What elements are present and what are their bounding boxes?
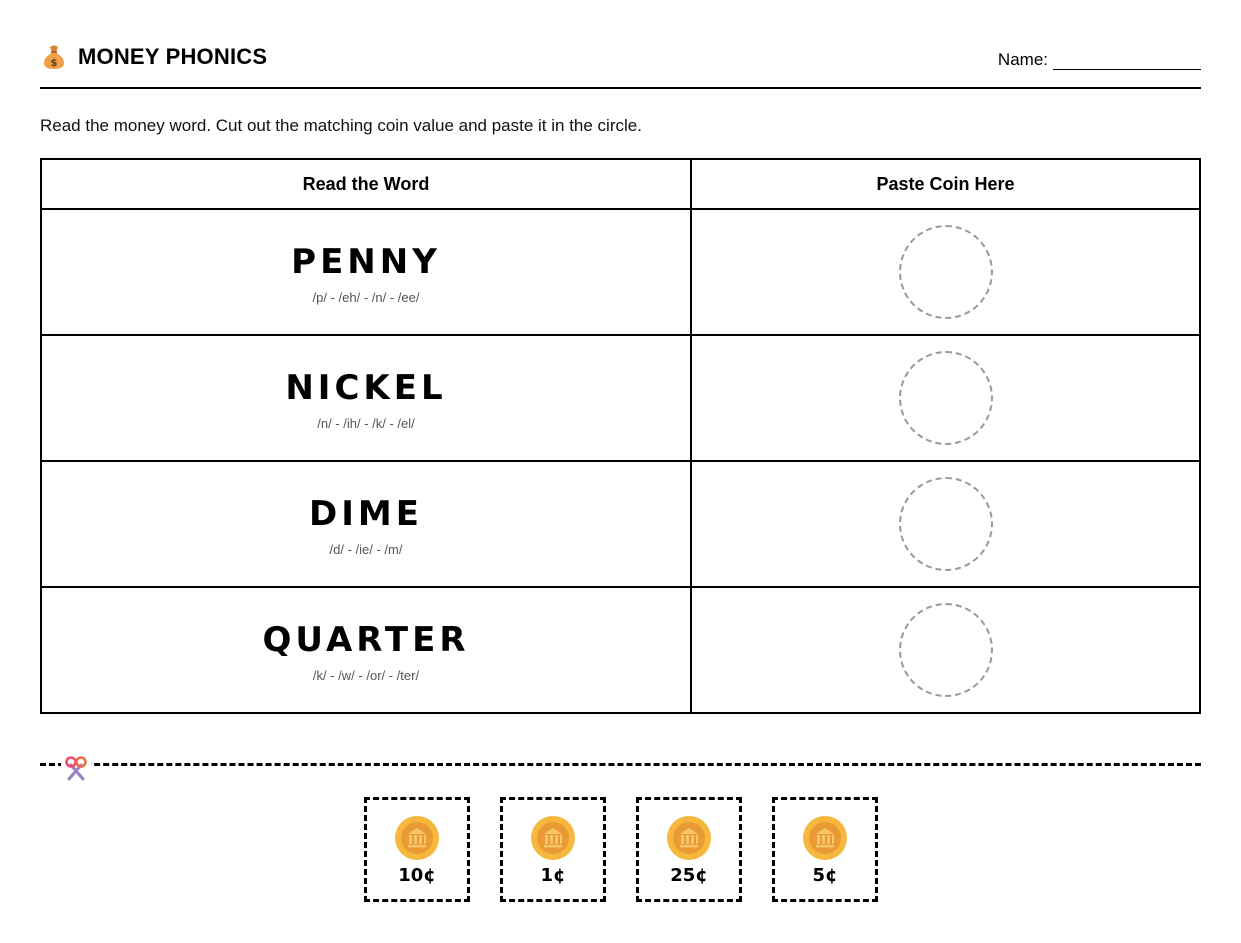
word-cell	[41, 335, 691, 461]
paste-circle[interactable]	[899, 225, 993, 319]
coin-cutout[interactable]	[500, 797, 606, 902]
table-row	[41, 335, 1200, 461]
coin-value: 10¢	[398, 865, 436, 886]
paste-circle[interactable]	[899, 477, 993, 571]
paste-cell	[691, 461, 1200, 587]
coin-icon	[666, 815, 712, 861]
word-cell	[41, 209, 691, 335]
coin-value: 5¢	[812, 865, 838, 886]
page-title: MONEY PHONICS	[78, 44, 268, 69]
phonics-hint: /p/ - /eh/ - /n/ - /ee/	[312, 289, 420, 305]
paste-cell	[691, 587, 1200, 713]
money-word: QUARTER	[262, 619, 470, 660]
paste-cell	[691, 209, 1200, 335]
coin-icon	[530, 815, 576, 861]
coin-icon	[802, 815, 848, 861]
money-bag-icon	[40, 43, 68, 71]
coin-value: 1¢	[540, 865, 566, 886]
header-read-the-word: Read the Word	[41, 159, 691, 209]
svg-text:$: $	[50, 58, 58, 69]
paste-cell	[691, 335, 1200, 461]
name-line[interactable]	[1053, 52, 1201, 70]
paste-circle[interactable]	[899, 603, 993, 697]
coin-cutouts	[364, 797, 878, 902]
coin-cutout[interactable]	[364, 797, 470, 902]
word-cell	[41, 461, 691, 587]
name-label: Name:	[997, 50, 1048, 69]
scissors-icon	[61, 754, 91, 782]
phonics-hint: /k/ - /w/ - /or/ - /ter/	[312, 667, 420, 683]
table-row	[41, 587, 1200, 713]
cut-line	[40, 763, 1201, 766]
coin-cutout[interactable]	[636, 797, 742, 902]
money-word: NICKEL	[285, 367, 447, 408]
instructions-text: Read the money word. Cut out the matching coin value and paste it in the circle.	[40, 116, 642, 135]
header-paste-coin: Paste Coin Here	[691, 159, 1200, 209]
worksheet-header	[40, 38, 1201, 89]
money-word: PENNY	[291, 241, 441, 282]
table-row	[41, 461, 1200, 587]
phonics-table	[40, 158, 1201, 714]
phonics-hint: /d/ - /ie/ - /m/	[329, 541, 403, 557]
word-cell	[41, 587, 691, 713]
paste-circle[interactable]	[899, 351, 993, 445]
coin-icon	[394, 815, 440, 861]
title-group	[40, 43, 267, 71]
coin-cutout[interactable]	[772, 797, 878, 902]
table-row	[41, 209, 1200, 335]
money-word: DIME	[309, 493, 423, 534]
coin-value: 25¢	[670, 865, 708, 886]
name-field-group	[998, 50, 1201, 70]
phonics-hint: /n/ - /ih/ - /k/ - /el/	[317, 415, 415, 431]
table-header-row	[41, 159, 1200, 209]
